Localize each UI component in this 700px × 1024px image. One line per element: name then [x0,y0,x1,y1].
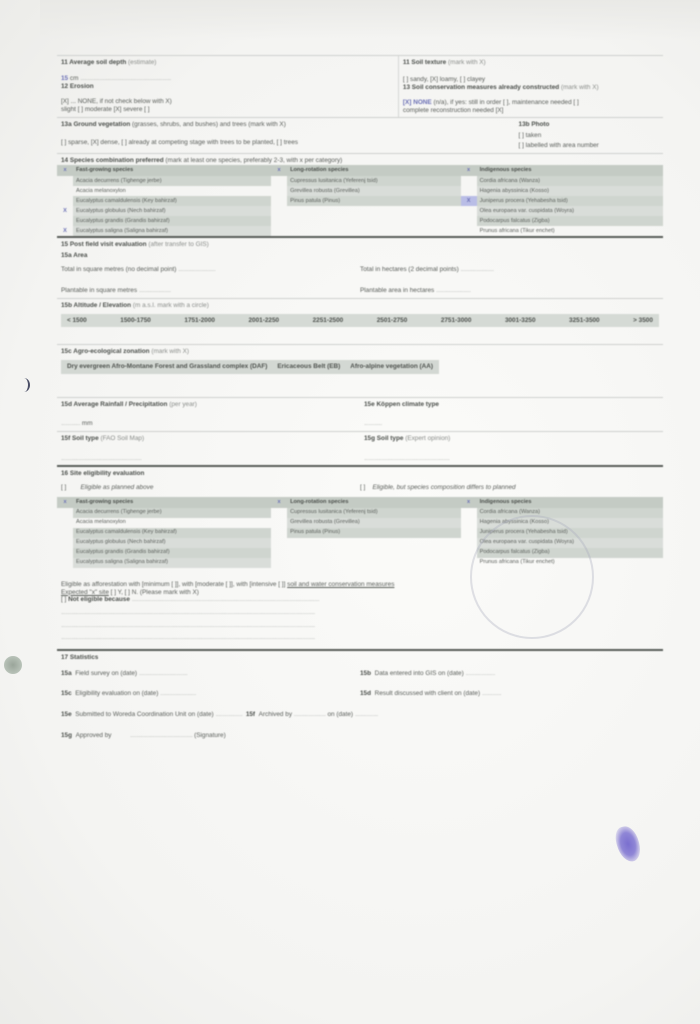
eligible-planned-label: Eligible as planned above [80,484,154,492]
species-checkbox[interactable] [57,196,73,206]
species-name: Acacia decurrens (Tighenge jerbe) [73,508,271,518]
species-checkbox[interactable] [271,518,287,528]
species-preferred-table [57,165,663,236]
photo-title: 13b Photo [518,121,550,129]
texture-loamy[interactable]: [X] loamy [430,75,457,83]
species-name-empty [287,206,461,216]
header-fast: Fast-growing species [73,165,271,176]
species-name: Cupressus lusitanica (Yeferenj tsid) [287,508,461,518]
form [57,55,663,742]
conservation-title: 13 Soil conservation measures already constructed [402,84,560,92]
zonation-options [61,360,439,374]
erosion-moderate[interactable]: moderate [X] [84,105,122,113]
species-checkbox[interactable]: X [63,227,67,234]
soil-expert-hint: (Expert opinion) [405,435,451,443]
species-name: Eucalyptus saligna (Saligna bahirzaf) [73,226,271,236]
erosion-title: 12 Erosion [61,83,94,91]
altitude-option[interactable]: > 3500 [633,316,653,324]
species-name: Eucalyptus camaldulensis (Key bahirzaf) [73,196,271,206]
species-checkbox[interactable] [461,226,477,236]
stat-number: 15f [245,711,256,718]
species-checkbox[interactable]: X [461,196,477,206]
soil-texture-title: 11 Soil texture [402,59,447,66]
eligibility-section: 16 Site eligibility evaluation [ ] Eligible as planned above [ ] Eligible, but species composition differs to planned x Fast-growing species x Long-rotation species x Indigenous species Acacia decurrens (Tighenge jerbe) Cupressus lusitanica (Yeferenj tsid) Cordia africana (Wanza) Acacia melanoxylon Grevillea robusta (Grevillea) Hagenia abyssinica (Kosso) Eucalyptus camaldulensis (Key bahirzaf) Pinus patula (Pinus) Juniperus procera (Yehabesha tsid) Eucalyptus globulus (Nech bahirzaf) Olea europaea var. cuspidata (Woyra) Eucalyptus grandis (Grandis bahirzaf) Podocarpus falcatus (Zigba) Eucalyptus saligna (Saligna bahirzaf) Prunus africana (Tikur enchet) Eligible as afforestation with [minimum [ ]], with [moderate [ ]], with [intensive [ ]] soil and water conservation measures Expected "x" site [ ] Y, [ ] N. (Please mark with X) [ ] Not eligible because ................................................................................................................................................... ....................................................................................................................................................................................................... ....................................................................................................................................................................................................... ....................................................................................................................................................................................................... [57,467,663,651]
approved-by-label: Approved by [75,731,112,739]
koppen-field[interactable]: .............. [364,420,382,428]
soil-fao-field[interactable]: ............................................................... [61,454,142,462]
conservation-reconstruction[interactable]: complete reconstruction needed [X] [402,106,504,114]
species-preferred-section [57,154,663,239]
species-checkbox[interactable] [271,508,287,518]
zonation-title: 15c Agro-ecological zonation [61,348,150,356]
erosion-none[interactable]: [X] ... NONE, if not check below with X) [61,98,172,106]
vegetation-title: 13a Ground vegetation [61,121,131,129]
header-indigenous: Indigenous species [477,497,663,508]
expected-site-options[interactable]: [ ] Y, [ ] N. (Please mark with X) [110,588,199,596]
species-name: Cordia africana (Wanza) [477,176,663,186]
erosion-slight[interactable]: slight [ ] [61,105,84,113]
species-checkbox[interactable] [57,518,73,528]
zone-option[interactable]: Dry evergreen Afro-Montane Forest and Grassland complex (DAF) [67,363,268,370]
altitude-option[interactable]: 2251-2500 [312,316,344,324]
signature-label: (Signature) [194,731,226,739]
page-shadow [40,0,700,40]
species-checkbox[interactable] [57,176,73,186]
stat-number: 15c [61,690,72,698]
species-name: Eucalyptus camaldulensis (Key bahirzaf) [73,528,271,538]
total-sqm-label: Total in square metres (no decimal point) [61,265,177,273]
species-name: Podocarpus falcatus (Zigba) [477,216,663,226]
species-checkbox[interactable] [57,186,73,196]
species-checkbox[interactable] [461,216,477,226]
species-name: Eucalyptus saligna (Saligna bahirzaf) [73,558,271,568]
species-name: Prunus africana (Tikur enchet) [479,227,555,234]
official-stamp [470,515,594,639]
species-checkbox[interactable] [271,196,287,206]
altitude-option[interactable]: 2501-2750 [376,316,408,324]
stat-number: 15b [360,669,372,677]
species-checkbox[interactable] [57,538,73,548]
area-title: 15a Area [61,251,88,259]
species-checkbox[interactable] [57,548,73,558]
table-row [57,508,663,518]
not-eligible-checkbox[interactable]: [ ] [61,596,67,604]
species-name: Eucalyptus grandis (Grandis bahirzaf) [73,216,271,226]
altitude-option[interactable]: 2751-3000 [440,316,472,324]
species-name: Hagenia abyssinica (Kosso) [477,518,663,528]
species-name: Acacia melanoxylon [76,519,126,526]
species-name: Acacia melanoxylon [76,187,126,194]
species-name: Cupressus lusitanica (Yeferenj tsid) [287,176,461,186]
soil-depth-value[interactable]: 15 [61,74,69,82]
altitude-option[interactable]: 3251-3500 [569,316,600,324]
table-row [57,216,663,226]
species-checkbox[interactable]: X [63,207,67,214]
species-name: Juniperus procera (Yehabesha tsid) [477,196,663,206]
altitude-hint: (m a.s.l. mark with a circle) [132,301,209,309]
species-checkbox[interactable] [461,206,477,216]
species-title: 14 Species combination preferred [61,156,164,164]
texture-clayey[interactable]: [ ] clayey [459,75,486,83]
species-checkbox[interactable] [271,528,287,538]
species-hint: (mark at least one species, preferably 2-3, with x per category) [165,156,343,164]
table-row [57,518,663,528]
species-name: Hagenia abyssinica (Kosso) [477,186,663,196]
reason-line[interactable]: ....................................................................................................................................................................................................... [61,634,315,642]
species-checkbox[interactable] [461,508,477,518]
header-indigenous: Indigenous species [477,165,663,176]
photo-taken[interactable]: [ ] taken [518,132,542,140]
zonation-hint: (mark with X) [151,348,189,356]
conservation-none[interactable]: [X] NONE [402,99,432,107]
statistics-title: 17 Statistics [61,653,99,661]
zone-option[interactable]: Afro-alpine vegetation (AA) [350,363,434,370]
species-name: Juniperus procera (Yehabesha tsid) [477,528,663,538]
table-row [57,206,663,216]
eligibility-title: 16 Site eligibility evaluation [61,470,145,478]
species-name: Pinus patula (Pinus) [287,528,461,538]
species-name: Podocarpus falcatus (Zigba) [477,548,663,558]
species-name: Pinus patula (Pinus) [287,196,461,206]
species-checkbox[interactable] [271,206,287,216]
soil-expert-title: 15g Soil type [364,435,404,443]
species-name: Olea europaea var. cuspidata (Woyra) [477,206,663,216]
soil-depth-hint: (estimate) [128,59,157,66]
altitude-title: 15b Altitude / Elevation [61,301,132,309]
eligible-differs-label: Eligible, but species composition differs to planned [372,484,516,492]
species-checkbox[interactable] [57,508,73,518]
soil-fao-title: 15f Soil type [61,435,99,443]
rainfall-unit: mm [81,420,93,428]
soil-texture-hint: (mark with X) [448,59,486,66]
soil-fao-hint: (FAO Soil Map) [100,435,145,443]
archived-on-label: on (date) [327,711,354,718]
soil-expert-field[interactable]: ................................................................... [364,454,450,462]
rainfall-title: 15d Average Rainfall / Precipitation [61,400,168,408]
species-name: Cordia africana (Wanza) [477,508,663,518]
table-row [57,226,663,236]
not-eligible-label: Not eligible because [68,596,130,604]
species-checkbox[interactable] [271,176,287,186]
altitude-option[interactable]: < 1500 [67,316,87,324]
header-fast: Fast-growing species [73,497,271,508]
eligible-planned-checkbox[interactable]: [ ] [61,484,67,492]
species-name: Eucalyptus globulus (Nech bahirzaf) [73,206,271,216]
species-checkbox[interactable] [57,216,73,226]
vegetation-section [57,118,663,153]
header-long: Long-rotation species [287,165,461,176]
fill-line: ....................................................................... [80,74,171,82]
table-row [57,196,663,206]
stat-number: 15d [360,690,372,698]
photo-labelled[interactable]: [ ] labelled with area number [518,141,599,149]
species-name: Eucalyptus globulus (Nech bahirzaf) [73,538,271,548]
result-discussed-label: Result discussed with client on (date) [374,690,481,698]
zonation-section [57,345,663,397]
zone-option[interactable]: Ericaceous Belt (EB) [277,363,341,370]
species-checkbox[interactable] [57,558,73,568]
eligible-measures-text: Eligible as afforestation with [minimum [ ]], with [moderate [ ]], with [intensive [ ]] [61,580,286,588]
species-name: Acacia decurrens (Tighenge jerbe) [73,176,271,186]
soil-section: 11 Average soil depth (estimate) 15 cm ....................................................................... 12 Erosion [X] ... NONE, if not check below with X) slight [ ] moderate [X] severe [ ] 11 Soil texture (mark with X) [ ] sandy, [X] loamy, [ ] clayey 13 Soil conservation measures already constructed (mark with X) [X] NONE (n/a), if yes: still in order [ ], maintenance needed [ ] complete reconstruction needed [X] [57,55,663,118]
field-survey-label: Field survey on (date) [75,669,138,677]
species-checkbox[interactable] [461,186,477,196]
post-eval-hint: (after transfer to GIS) [148,241,209,249]
altitude-option[interactable]: 2001-2250 [248,316,280,324]
altitude-option[interactable]: 1751-2000 [184,316,215,324]
archived-by-label: Archived by [258,711,293,718]
species-name: Olea europaea var. cuspidata (Woyra) [477,538,663,548]
conservation-measures-link[interactable]: soil and water conservation measures [287,580,395,588]
pen-mark [18,378,30,392]
altitude-section [57,299,663,345]
total-ha-label: Total in hectares (2 decimal points) [360,265,459,273]
species-checkbox[interactable] [461,538,477,548]
punch-hole [4,656,22,674]
table-row [57,176,663,186]
altitude-options [61,314,659,328]
stat-number: 15a [61,669,72,677]
eligibility-eval-label: Eligibility evaluation on (date) [75,690,159,698]
conservation-in-order[interactable]: (n/a), if yes: still in order [ ] [433,99,509,107]
stat-number: 15g [61,731,73,739]
data-entered-label: Data entered into GIS on (date) [374,669,464,677]
reason-line[interactable]: ....................................................................................................................................................................................................... [61,608,315,616]
soil-type-section [57,432,663,467]
conservation-maintenance[interactable]: maintenance needed [ ] [511,99,579,107]
vegetation-hint: (grasses, shrubs, and bushes) and trees (mark with X) [132,121,286,129]
species-checkbox[interactable] [461,528,477,538]
species-name: Grevillea robusta (Grevillea) [287,186,461,196]
plantable-ha-label: Plantable area in hectares [360,287,435,295]
soil-depth-unit: cm [69,74,79,82]
species-name: Prunus africana (Tikur enchet) [479,559,555,566]
stat-number: 15e [61,711,72,718]
expected-site-link[interactable]: Expected "x" site [61,588,109,596]
species-checkbox[interactable] [57,528,73,538]
altitude-option[interactable]: 3001-3250 [504,316,536,324]
species-name: Grevillea robusta (Grevillea) [287,518,461,528]
conservation-hint: (mark with X) [560,84,599,92]
reason-line[interactable]: ....................................................................................................................................................................................................... [61,621,315,629]
eligible-differs-checkbox[interactable]: [ ] [360,484,366,492]
post-eval-title: 15 Post field visit evaluation [61,241,147,249]
statistics-section: 17 Statistics 15a Field survey on (date) ...................................... 15b Data entered into GIS on (date) ....................... 15c Eligibility evaluation on (date) ............................ 15d Result discussed with client on (date) ............... 15e Submitted to Woreda Coordination Unit on (date) ..................... 15f Archived by ......................... on (date) .................. 15g Approved by ................................................. (Signature) [57,651,663,742]
altitude-option[interactable]: 1500-1750 [120,316,151,324]
species-checkbox[interactable] [461,518,477,528]
plantable-sqm-label: Plantable in square metres [61,287,138,295]
post-evaluation-section: 15 Post field visit evaluation (after transfer to GIS) 15a Area Total in square metres (no decimal point) ............................. Total in hectares (2 decimal points) .......................... Plantable in square metres ......................... Plantable area in hectares ........................... [57,238,663,299]
species-name: Eucalyptus grandis (Grandis bahirzaf) [73,548,271,558]
species-table-header: x Fast-growing species x Long-rotation species x Indigenous species [57,497,663,508]
vegetation-options[interactable]: [ ] sparse, [X] dense, [ ] already at competing stage with trees to be planted, [ ] trees [61,139,298,147]
header-long: Long-rotation species [287,497,461,508]
species-table-header: x Fast-growing species x Long-rotation species x Indigenous species [57,165,663,176]
table-row [57,186,663,196]
texture-sandy[interactable]: [ ] sandy [402,75,427,83]
soil-depth-title: 11 Average soil depth [61,59,127,66]
koppen-title: 15e Köppen climate type [364,400,439,408]
rainfall-hint: (per year) [169,400,197,408]
climate-section: 15d Average Rainfall / Precipitation (per year) ............... mm 15e Köppen climate type .............. [57,398,663,432]
submitted-label: Submitted to Woreda Coordination Unit on (date) [75,711,214,718]
species-checkbox[interactable] [461,176,477,186]
erosion-levels [61,106,394,114]
species-checkbox[interactable] [271,186,287,196]
erosion-severe[interactable]: severe [ ] [123,105,150,113]
